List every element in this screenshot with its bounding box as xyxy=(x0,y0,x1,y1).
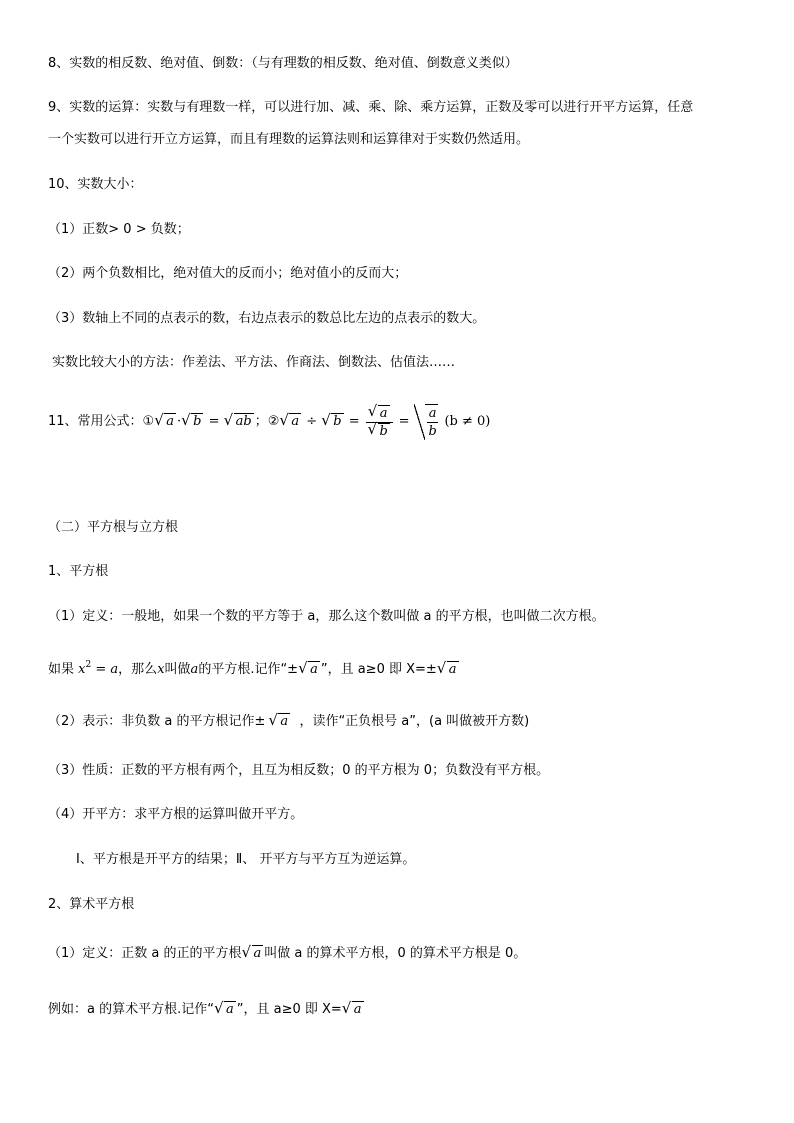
operation-line: （4）开平方：求平方根的运算叫做开平方。 xyxy=(48,807,304,822)
formula-label: 11、常用公式：① xyxy=(48,414,155,429)
formula-sep: ；② xyxy=(254,414,280,429)
line-item-9: 9、实数的运算：实数与有理数一样，可以进行加、减、乘、除、乘方运算，正数及零可以进行开平方运算，任意 xyxy=(48,100,694,115)
formula-2: √ a ÷ √ b = √ a √ b = $\frac{a}{b}$ xyxy=(279,404,438,440)
rule-1: （1）正数> 0 > 负数； xyxy=(48,222,190,237)
formula-1: √ a ·√ b = √ ab xyxy=(154,413,254,431)
subsection-square-root: 1、平方根 xyxy=(48,564,109,579)
rule-2: （2）两个负数相比，绝对值大的反而小；绝对值小的反而大； xyxy=(48,266,408,281)
subsection-arith-root: 2、算术平方根 xyxy=(48,897,135,912)
formula-condition: (b ≠ 0) xyxy=(444,414,491,429)
section-heading: （二）平方根与立方根 xyxy=(48,520,179,535)
line-item-10: 10、实数大小： xyxy=(48,177,143,192)
definition-2: （1）定义：正数 a 的正的平方根√ a 叫做 a 的算术平方根，0 的算术平方根是 0。 xyxy=(48,945,526,963)
line-item-11 xyxy=(48,398,490,446)
line-item-8: 8、实数的相反数、绝对值、倒数：（与有理数的相反数、绝对值、倒数意义类似） xyxy=(48,56,518,71)
notation-line: 如果 $x^2 = a$，那么x叫做a的平方根.记作“±√ a ”，且 a≥0 即 X=±√ a xyxy=(48,656,460,679)
definition-1: （1）定义：一般地，如果一个数的平方等于 a，那么这个数叫做 a 的平方根，也叫做二次方根。 xyxy=(48,609,605,624)
example-line: 例如：a 的算术平方根.记作“√ a ”，且 a≥0 即 X=√ a xyxy=(48,1001,365,1019)
property-line: （3）性质：正数的平方根有两个，且互为相反数；0 的平方根为 0；负数没有平方根。 xyxy=(48,763,550,778)
compare-methods: 实数比较大小的方法：作差法、平方法、作商法、倒数法、估值法…… xyxy=(52,355,456,370)
note-line: Ⅰ、平方根是开平方的结果；Ⅱ、 开平方与平方互为逆运算。 xyxy=(76,852,416,867)
rule-3: （3）数轴上不同的点表示的数，右边点表示的数总比左边的点表示的数大。 xyxy=(48,311,486,326)
line-item-9-cont: 一个实数可以进行开立方运算，而且有理数的运算法则和运算律对于实数仍然适用。 xyxy=(48,132,530,147)
representation-line: （2）表示：非负数 a 的平方根记作±√ a ，读作“正负根号 a”，(a 叫做被开方数) xyxy=(48,713,529,731)
